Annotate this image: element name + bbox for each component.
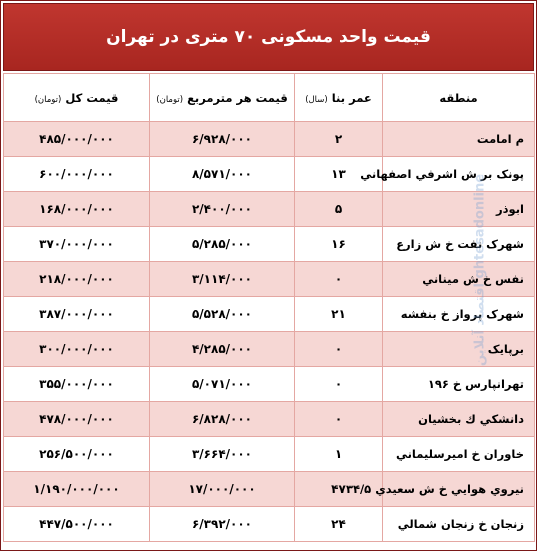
cell-age: ۱۳ xyxy=(295,157,383,192)
table-row xyxy=(4,402,535,437)
cell-total-price: ۳۵۵/۰۰۰/۰۰۰ xyxy=(4,367,150,402)
cell-total-price: ۶۰۰/۰۰۰/۰۰۰ xyxy=(4,157,150,192)
page-title: قیمت واحد مسکونی ۷۰ متری در تهران xyxy=(3,3,534,71)
table-row xyxy=(4,122,535,157)
cell-region: م امامت xyxy=(383,122,535,157)
table-row xyxy=(4,507,535,542)
cell-region: نفس خ ش میناني xyxy=(383,262,535,297)
cell-region: شهرک پرواز خ بنفشه xyxy=(383,297,535,332)
table-row xyxy=(4,192,535,227)
cell-total-price: ۴۸۵/۰۰۰/۰۰۰ xyxy=(4,122,150,157)
cell-region: شهرک نفت خ ش زارع xyxy=(383,227,535,262)
cell-age: ۵ xyxy=(295,192,383,227)
cell-total-price: ۴۷۸/۰۰۰/۰۰۰ xyxy=(4,402,150,437)
header-total-price xyxy=(4,74,150,122)
cell-price-per-meter: ۵/۰۷۱/۰۰۰ xyxy=(150,367,295,402)
table-row xyxy=(4,472,535,507)
cell-total-price: ۲۱۸/۰۰۰/۰۰۰ xyxy=(4,262,150,297)
cell-age: ۱۶ xyxy=(295,227,383,262)
cell-price-per-meter: ۸/۵۷۱/۰۰۰ xyxy=(150,157,295,192)
cell-total-price: ۳۷۰/۰۰۰/۰۰۰ xyxy=(4,227,150,262)
header-price-per-meter xyxy=(150,74,295,122)
table-row xyxy=(4,367,535,402)
header-price-per-meter-unit: (تومان) xyxy=(156,94,184,105)
cell-price-per-meter: ۶/۹۲۸/۰۰۰ xyxy=(150,122,295,157)
header-age-unit: (سال) xyxy=(305,94,328,105)
cell-price-per-meter: ۲/۴۰۰/۰۰۰ xyxy=(150,192,295,227)
cell-total-price: ۱/۱۹۰/۰۰۰/۰۰۰ xyxy=(4,472,150,507)
header-total-price-label: قیمت کل xyxy=(65,90,119,105)
cell-age: ۰ xyxy=(295,262,383,297)
cell-region: ابوذر xyxy=(383,192,535,227)
cell-price-per-meter: ۶/۳۹۲/۰۰۰ xyxy=(150,507,295,542)
cell-region: پونک بر ش اشرفي اصفهاني xyxy=(383,157,535,192)
cell-age: ۴۷ xyxy=(295,472,383,507)
header-region xyxy=(383,74,535,122)
cell-total-price: ۱۶۸/۰۰۰/۰۰۰ xyxy=(4,192,150,227)
header-age xyxy=(295,74,383,122)
cell-age: ۲ xyxy=(295,122,383,157)
cell-total-price: ۲۵۶/۵۰۰/۰۰۰ xyxy=(4,437,150,472)
cell-age: ۲۴ xyxy=(295,507,383,542)
table-header-row xyxy=(4,74,535,122)
header-region-label: منطقه xyxy=(439,90,478,105)
table-row xyxy=(4,332,535,367)
cell-total-price: ۳۸۷/۰۰۰/۰۰۰ xyxy=(4,297,150,332)
cell-price-per-meter: ۵/۲۸۵/۰۰۰ xyxy=(150,227,295,262)
table-row xyxy=(4,297,535,332)
cell-total-price: ۴۴۷/۵۰۰/۰۰۰ xyxy=(4,507,150,542)
watermark-logo: اقتصاد آنلاین ghtesadonline xyxy=(472,173,488,367)
cell-age: ۰ xyxy=(295,367,383,402)
header-price-per-meter-label: قیمت هر مترمربع xyxy=(187,90,288,105)
cell-price-per-meter: ۱۷/۰۰۰/۰۰۰ xyxy=(150,472,295,507)
cell-region: نیروي هوايي خ ش سعیدي ۳۴/۵ xyxy=(383,472,535,507)
header-total-price-unit: (تومان) xyxy=(34,94,62,105)
cell-region: تهرانپارس خ ۱۹۶ xyxy=(383,367,535,402)
cell-age: ۲۱ xyxy=(295,297,383,332)
cell-price-per-meter: ۴/۲۸۵/۰۰۰ xyxy=(150,332,295,367)
cell-total-price: ۳۰۰/۰۰۰/۰۰۰ xyxy=(4,332,150,367)
cell-age: ۰ xyxy=(295,402,383,437)
cell-age: ۱ xyxy=(295,437,383,472)
cell-price-per-meter: ۵/۵۲۸/۰۰۰ xyxy=(150,297,295,332)
table-body xyxy=(4,122,535,542)
table-row xyxy=(4,157,535,192)
cell-age: ۰ xyxy=(295,332,383,367)
cell-price-per-meter: ۳/۶۶۴/۰۰۰ xyxy=(150,437,295,472)
cell-region: دانشکي ك بخشیان xyxy=(383,402,535,437)
cell-region: زنجان خ زنجان شمالي xyxy=(383,507,535,542)
table-row xyxy=(4,262,535,297)
table-row xyxy=(4,437,535,472)
cell-price-per-meter: ۳/۱۱۴/۰۰۰ xyxy=(150,262,295,297)
table-row xyxy=(4,227,535,262)
price-table xyxy=(3,73,535,542)
cell-region: برپایک xyxy=(383,332,535,367)
header-age-label: عمر بنا xyxy=(331,90,372,105)
cell-region: خاوران خ امیرسلیماني xyxy=(383,437,535,472)
cell-price-per-meter: ۶/۸۲۸/۰۰۰ xyxy=(150,402,295,437)
